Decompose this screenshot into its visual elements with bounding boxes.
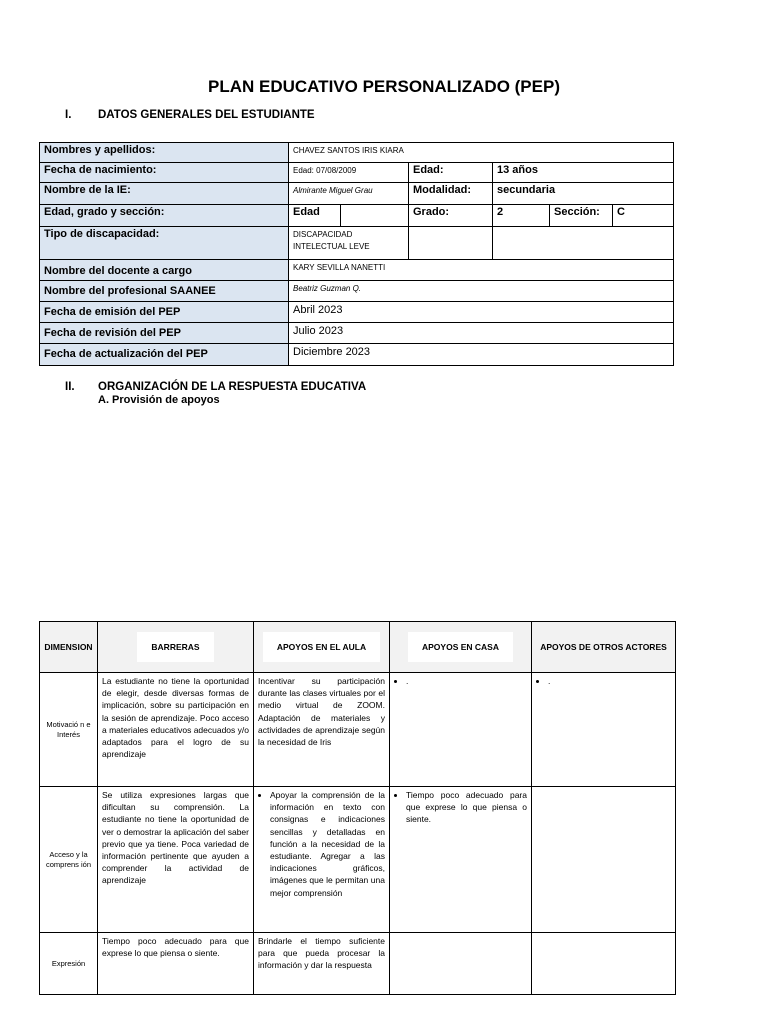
table-row	[40, 787, 676, 933]
empty-cell	[409, 227, 493, 260]
seccion-value: C	[613, 205, 674, 227]
section-2-number: II.	[65, 381, 75, 393]
empty-cell	[493, 227, 674, 260]
section-1-title: DATOS GENERALES DEL ESTUDIANTE	[98, 109, 315, 121]
section-2-subtitle: A. Provisión de apoyos	[98, 394, 220, 406]
apoyos-casa-cell	[390, 933, 532, 995]
grado-value: 2	[493, 205, 550, 227]
apoyos-otros-cell	[532, 933, 676, 995]
apoyos-aula-cell: Incentivar su participación durante las clases virtuales por el medio virtual de ZOOM. Adaptación de materiales y actividades de aprendizaje según la necesidad de Iris	[254, 673, 390, 787]
saanee-value: Beatriz Guzman Q.	[289, 281, 674, 302]
section-2-title: ORGANIZACIÓN DE LA RESPUESTA EDUCATIVA	[98, 381, 367, 393]
edad-value: 13 años	[493, 163, 674, 183]
apoyos-aula-cell	[254, 787, 390, 933]
bullet-item: • Apoyar la comprensión de la información en texto con consignas e indicaciones sencillas y detalladas en función a la necesidad de la estudiante. Agregar a las indicaciones gráficos, imágenes que le permitan una mejor comprensión	[270, 789, 385, 899]
revision-label: Fecha de revisión del PEP	[40, 323, 289, 344]
dimension-cell: Expresión	[40, 933, 98, 995]
barreras-cell: La estudiante no tiene la oportunidad de elegir, desde diversas formas de implicación, sobre su participación en la sesión de aprendizaje. Poco acceso a materiales educativos adecuados y/o adaptados para el logro de su aprendizaje	[98, 673, 254, 787]
edad-2-label: Edad	[289, 205, 341, 227]
bullet-item: • .	[548, 675, 671, 687]
table-row	[40, 260, 674, 281]
header-dimension: DIMENSION	[40, 622, 98, 673]
table-row	[40, 933, 676, 995]
nombres-label: Nombres y apellidos:	[40, 143, 289, 163]
barreras-cell: Tiempo poco adecuado para que exprese lo que piensa o siente.	[98, 933, 254, 995]
modalidad-value: secundaria	[493, 183, 674, 205]
grado-label: Grado:	[409, 205, 493, 227]
emision-value: Abril 2023	[289, 302, 674, 323]
bullet-item: • Tiempo poco adecuado para que exprese lo que piensa o siente.	[406, 789, 527, 826]
header-apoyos-casa: APOYOS EN CASA	[390, 622, 532, 673]
revision-value: Julio 2023	[289, 323, 674, 344]
header-barreras: BARRERAS	[98, 622, 254, 673]
barreras-cell: Se utiliza expresiones largas que dificultan su comprensión. La estudiante no tiene la oportunidad de ver o demostrar la aplicación del saber previo que ya tiene. Poca variedad de información pertinente que ayuden a comprender la actividad de aprendizaje	[98, 787, 254, 933]
discapacidad-line-1: DISCAPACIDAD	[293, 230, 353, 239]
ie-value: Almirante Miguel Grau	[289, 183, 409, 205]
student-data-table	[39, 142, 674, 366]
modalidad-label: Modalidad:	[409, 183, 493, 205]
apoyos-casa-cell	[390, 673, 532, 787]
table-row	[40, 323, 674, 344]
edad-label: Edad:	[409, 163, 493, 183]
discapacidad-label: Tipo de discapacidad:	[40, 227, 289, 260]
docente-value: KARY SEVILLA NANETTI	[289, 260, 674, 281]
dimension-cell: Acceso y la comprens ión	[40, 787, 98, 933]
bullet-item: • .	[406, 675, 527, 687]
docente-label: Nombre del docente a cargo	[40, 260, 289, 281]
grado-seccion-label: Edad, grado y sección:	[40, 205, 289, 227]
supports-table	[39, 621, 676, 995]
table-header-row	[40, 622, 676, 673]
actualizacion-value: Diciembre 2023	[289, 344, 674, 366]
ie-label: Nombre de la IE:	[40, 183, 289, 205]
section-1-heading	[65, 109, 315, 121]
apoyos-casa-cell	[390, 787, 532, 933]
table-row	[40, 227, 674, 260]
header-apoyos-otros: APOYOS DE OTROS ACTORES	[532, 622, 676, 673]
table-row	[40, 344, 674, 366]
table-row	[40, 163, 674, 183]
seccion-label: Sección:	[550, 205, 613, 227]
table-row	[40, 302, 674, 323]
fecha-nacimiento-value: Edad: 07/08/2009	[289, 163, 409, 183]
table-row	[40, 183, 674, 205]
emision-label: Fecha de emisión del PEP	[40, 302, 289, 323]
actualizacion-label: Fecha de actualización del PEP	[40, 344, 289, 366]
table-row	[40, 281, 674, 302]
table-row	[40, 673, 676, 787]
apoyos-otros-cell	[532, 787, 676, 933]
section-1-number: I.	[65, 109, 72, 121]
table-row	[40, 205, 674, 227]
page-title: PLAN EDUCATIVO PERSONALIZADO (PEP)	[208, 77, 560, 96]
apoyos-aula-cell: Brindarle el tiempo suficiente para que pueda procesar la información y dar la respuesta	[254, 933, 390, 995]
edad-2-value	[341, 205, 409, 227]
saanee-label: Nombre del profesional SAANEE	[40, 281, 289, 302]
dimension-cell: Motivació n e Interés	[40, 673, 98, 787]
table-row	[40, 143, 674, 163]
header-apoyos-aula: APOYOS EN EL AULA	[254, 622, 390, 673]
fecha-nacimiento-label: Fecha de nacimiento:	[40, 163, 289, 183]
discapacidad-value	[289, 227, 409, 260]
nombres-value: CHAVEZ SANTOS IRIS KIARA	[289, 143, 674, 163]
discapacidad-line-2: INTELECTUAL LEVE	[293, 242, 370, 251]
apoyos-otros-cell	[532, 673, 676, 787]
section-2-heading	[65, 381, 366, 393]
